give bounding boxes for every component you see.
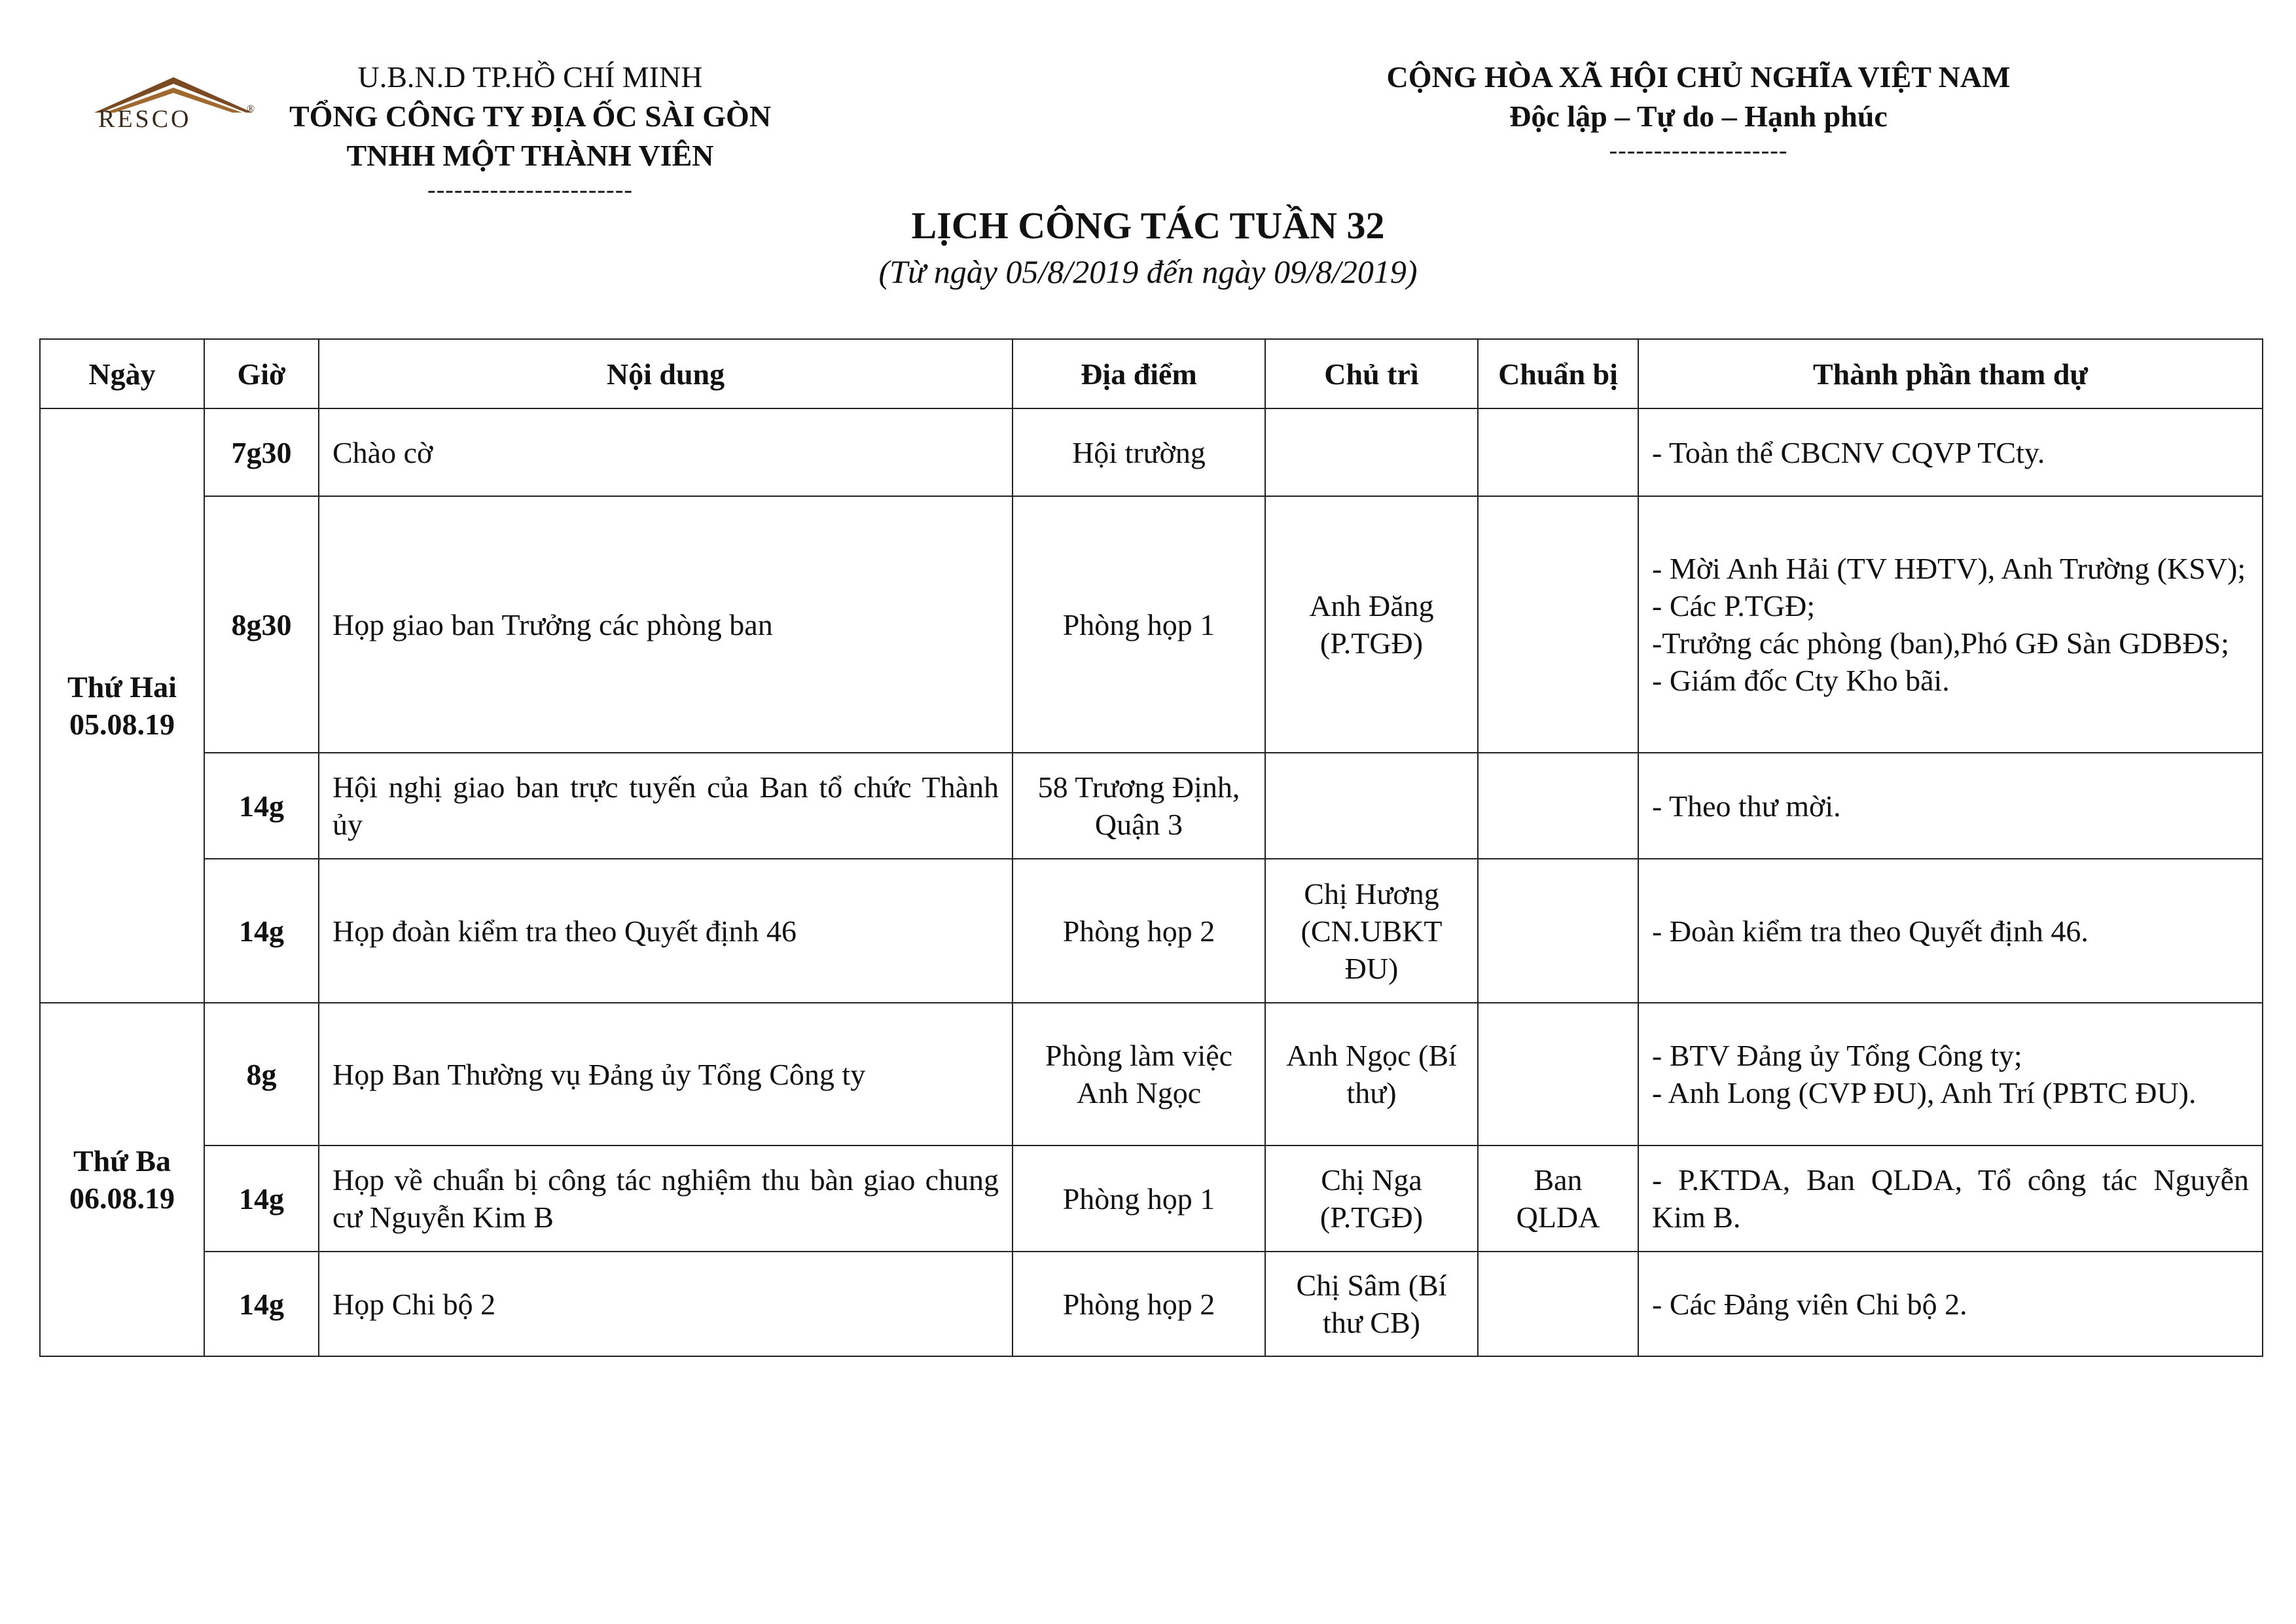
- attendee-line: - Giám đốc Cty Kho bãi.: [1652, 664, 1950, 697]
- prep-cell: [1478, 496, 1638, 753]
- logo-wordmark: RESCO: [98, 105, 192, 133]
- location-cell: Phòng họp 1: [1013, 496, 1265, 753]
- attendees-cell: [1638, 1146, 2263, 1252]
- day-name: Thứ Hai: [67, 670, 177, 704]
- time-cell: 8g: [204, 1003, 319, 1146]
- national-motto-2: Độc lập – Tự do – Hạnh phúc: [1509, 99, 1888, 133]
- host-cell: Anh Đăng (P.TGĐ): [1265, 496, 1478, 753]
- table-header-row: [40, 339, 2263, 408]
- header-location: Địa điểm: [1013, 339, 1265, 408]
- header-time: Giờ: [204, 339, 319, 408]
- org-line-3: TNHH MỘT THÀNH VIÊN: [346, 139, 714, 172]
- table-row: [40, 1252, 2263, 1356]
- time-cell: 14g: [204, 1252, 319, 1356]
- table-row: [40, 1146, 2263, 1252]
- attendees-cell: [1638, 1003, 2263, 1146]
- header-attendees: Thành phần tham dự: [1638, 339, 2263, 408]
- content-cell: Hội nghị giao ban trực tuyến của Ban tổ chức Thành ủy: [319, 753, 1013, 859]
- day-cell: [40, 1003, 204, 1356]
- location-cell: Phòng làm việc Anh Ngọc: [1013, 1003, 1265, 1146]
- location-cell: Phòng họp 2: [1013, 859, 1265, 1003]
- day-name: Thứ Ba: [73, 1144, 171, 1178]
- time-cell: 14g: [204, 753, 319, 859]
- table-row: [40, 408, 2263, 496]
- content-cell: Họp Ban Thường vụ Đảng ủy Tổng Công ty: [319, 1003, 1013, 1146]
- document-subtitle: (Từ ngày 05/8/2019 đến ngày 09/8/2019): [878, 253, 1418, 290]
- attendee-line: - Mời Anh Hải (TV HĐTV), Anh Trường (KSV);: [1652, 552, 2246, 585]
- national-motto-1: CỘNG HÒA XÃ HỘI CHỦ NGHĨA VIỆT NAM: [1386, 60, 2011, 94]
- prep-cell: Ban QLDA: [1478, 1146, 1638, 1252]
- table-row: [40, 859, 2263, 1003]
- table-row: [40, 496, 2263, 753]
- header-content: Nội dung: [319, 339, 1013, 408]
- attendee-line: - Toàn thể CBCNV CQVP TCty.: [1652, 435, 2045, 469]
- schedule-table: [39, 338, 2263, 1357]
- prep-cell: [1478, 753, 1638, 859]
- attendees-cell: [1638, 1252, 2263, 1356]
- location-cell: 58 Trương Định, Quận 3: [1013, 753, 1265, 859]
- day-date: 06.08.19: [69, 1182, 175, 1215]
- location-cell: Phòng họp 1: [1013, 1146, 1265, 1252]
- org-line-2: TỔNG CÔNG TY ĐỊA ỐC SÀI GÒN: [289, 99, 772, 133]
- national-divider: --------------------: [1609, 137, 1788, 164]
- title-block: [0, 200, 2296, 291]
- host-cell: Chị Hương (CN.UBKT ĐU): [1265, 859, 1478, 1003]
- location-cell: Hội trường: [1013, 408, 1265, 496]
- attendee-line: - BTV Đảng ủy Tổng Công ty;: [1652, 1039, 2022, 1072]
- host-cell: [1265, 408, 1478, 496]
- attendees-cell: [1638, 496, 2263, 753]
- org-line-1: U.B.N.D TP.HỒ CHÍ MINH: [357, 60, 703, 94]
- attendee-line: - Anh Long (CVP ĐU), Anh Trí (PBTC ĐU).: [1652, 1076, 2197, 1110]
- attendee-line: - Đoàn kiểm tra theo Quyết định 46.: [1652, 914, 2089, 948]
- time-cell: 14g: [204, 859, 319, 1003]
- content-cell: Họp Chi bộ 2: [319, 1252, 1013, 1356]
- attendee-line: - Các Đảng viên Chi bộ 2.: [1652, 1287, 1967, 1321]
- content-cell: Chào cờ: [319, 408, 1013, 496]
- prep-cell: [1478, 1252, 1638, 1356]
- time-cell: 8g30: [204, 496, 319, 753]
- prep-cell: [1478, 408, 1638, 496]
- header-prep: Chuẩn bị: [1478, 339, 1638, 408]
- location-cell: Phòng họp 2: [1013, 1252, 1265, 1356]
- attendee-line: - Theo thư mời.: [1652, 789, 1841, 823]
- attendee-line: - P.KTDA, Ban QLDA, Tổ công tác Nguyễn Kim B.: [1652, 1163, 2249, 1234]
- day-date: 05.08.19: [69, 708, 175, 741]
- day-cell: [40, 408, 204, 1003]
- prep-cell: [1478, 859, 1638, 1003]
- attendee-line: - Các P.TGĐ;: [1652, 589, 1816, 623]
- content-cell: Họp giao ban Trưởng các phòng ban: [319, 496, 1013, 753]
- prep-cell: [1478, 1003, 1638, 1146]
- header-day: Ngày: [40, 339, 204, 408]
- registered-mark: ®: [247, 103, 255, 115]
- time-cell: 14g: [204, 1146, 319, 1252]
- host-cell: Chị Nga (P.TGĐ): [1265, 1146, 1478, 1252]
- document-title: LỊCH CÔNG TÁC TUẦN 32: [911, 204, 1385, 247]
- attendees-cell: [1638, 753, 2263, 859]
- organization-header: [249, 58, 812, 204]
- national-header: [1296, 58, 2101, 165]
- attendees-cell: [1638, 408, 2263, 496]
- table-row: [40, 1003, 2263, 1146]
- org-divider: -----------------------: [427, 176, 634, 204]
- host-cell: Anh Ngọc (Bí thư): [1265, 1003, 1478, 1146]
- host-cell: Chị Sâm (Bí thư CB): [1265, 1252, 1478, 1356]
- attendee-line: -Trưởng các phòng (ban),Phó GĐ Sàn GDBĐS;: [1652, 626, 2229, 660]
- content-cell: Họp về chuẩn bị công tác nghiệm thu bàn giao chung cư Nguyễn Kim B: [319, 1146, 1013, 1252]
- attendees-cell: [1638, 859, 2263, 1003]
- header-host: Chủ trì: [1265, 339, 1478, 408]
- time-cell: 7g30: [204, 408, 319, 496]
- table-row: [40, 753, 2263, 859]
- content-cell: Họp đoàn kiểm tra theo Quyết định 46: [319, 859, 1013, 1003]
- host-cell: [1265, 753, 1478, 859]
